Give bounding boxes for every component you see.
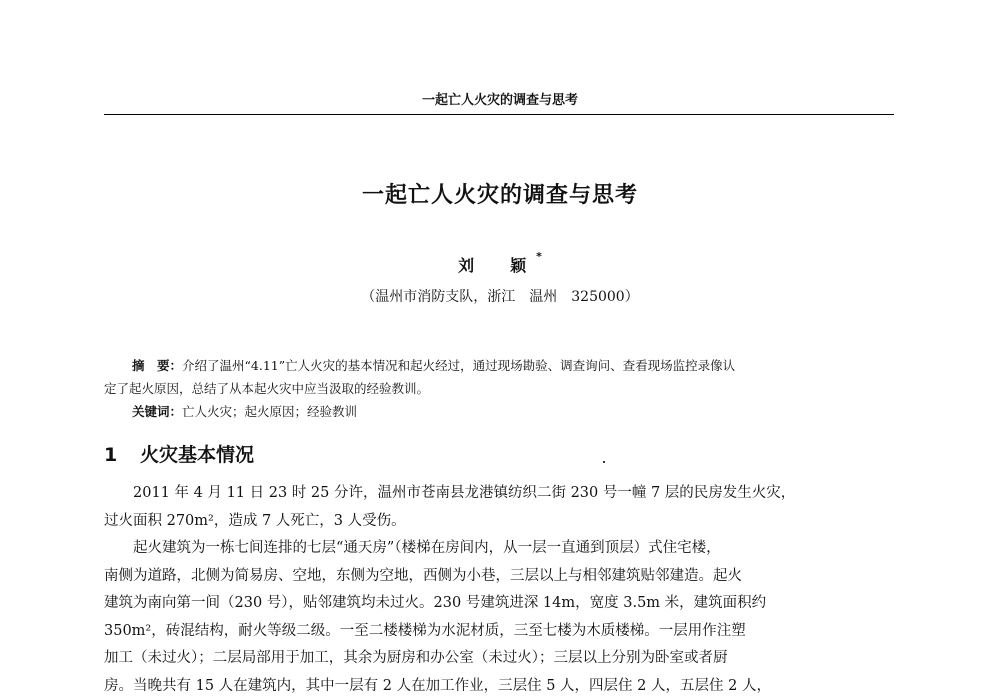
keywords-label: 关键词：: [132, 404, 182, 419]
author-footnote-mark: *: [536, 250, 542, 263]
abstract-line-1: [104, 354, 894, 377]
abstract-line-2: 定了起火原因，总结了从本起火灾中应当汲取的经验教训。: [104, 377, 894, 400]
affiliation: （温州市消防支队，浙江 温州 325000）: [0, 286, 1000, 306]
text-line: 350m²，砖混结构，耐火等级二级。一至二楼楼梯为水泥材质，三至七楼为木质楼梯。一层用作注塑: [104, 618, 894, 646]
section-number: 1: [104, 444, 140, 466]
body-text: [104, 480, 894, 700]
author-line: [0, 253, 1000, 276]
section-title: 火灾基本情况: [140, 444, 254, 466]
running-header: 一起亡人火灾的调查与思考: [0, 89, 1000, 108]
stray-mark: [603, 461, 605, 463]
header-rule: [104, 114, 894, 115]
text-line: 房。当晚共有 15 人在建筑内，其中一层有 2 人在加工作业，三层住 5 人，四层住 2 人，五层住 2 人，: [104, 673, 894, 700]
abstract-label: 摘 要：: [132, 358, 182, 373]
section-heading: [104, 440, 254, 467]
keywords: [132, 402, 357, 420]
abstract: [104, 354, 894, 400]
paragraph: [104, 535, 894, 700]
paragraph: [104, 480, 894, 535]
text-line: 南侧为道路，北侧为简易房、空地，东侧为空地，西侧为小巷，三层以上与相邻建筑贴邻建造。起火: [104, 563, 894, 591]
text-line: 建筑为南向第一间（230 号），贴邻建筑均未过火。230 号建筑进深 14m，宽度 3.5m 米，建筑面积约: [104, 590, 894, 618]
keywords-text: 亡人火灾；起火原因；经验教训: [182, 404, 357, 419]
text-line: 过火面积 270m²，造成 7 人死亡，3 人受伤。: [104, 508, 894, 536]
abstract-text-1: 介绍了温州“4.11”亡人火灾的基本情况和起火经过，通过现场勘验、调查询问、查看现场监控录像认: [182, 358, 735, 373]
text-line: 加工（未过火）；二层局部用于加工，其余为厨房和办公室（未过火）；三层以上分别为卧室或者厨: [104, 645, 894, 673]
paper-title: 一起亡人火灾的调查与思考: [0, 178, 1000, 209]
author-name: 刘 颖: [458, 256, 536, 275]
text-line: 起火建筑为一栋七间连排的七层“通天房”（楼梯在房间内，从一层一直通到顶层）式住宅楼，: [104, 535, 894, 563]
text-line: 2011 年 4 月 11 日 23 时 25 分许，温州市苍南县龙港镇纺织二街 230 号一幢 7 层的民房发生火灾，: [104, 480, 894, 508]
